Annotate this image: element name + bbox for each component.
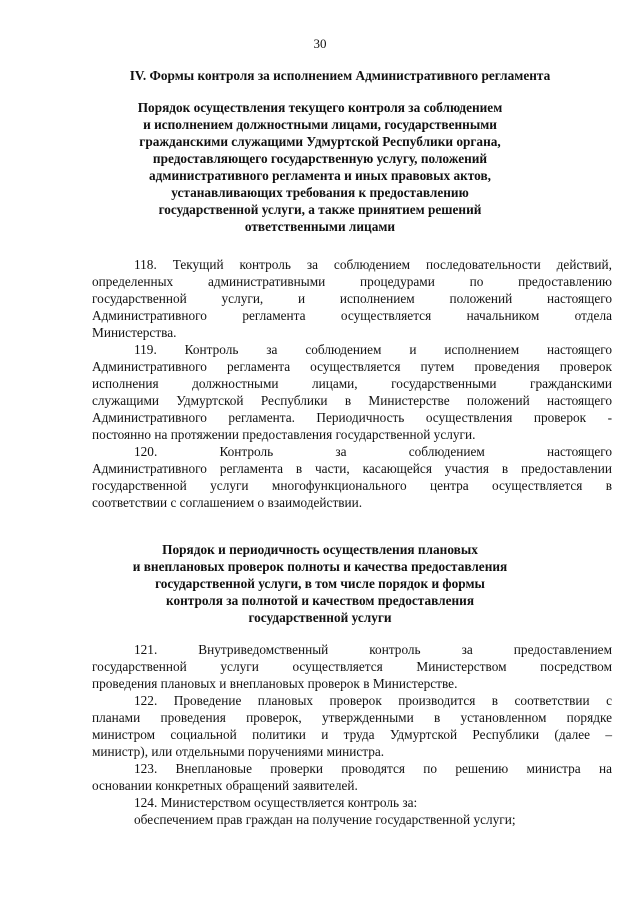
paragraph-119: 119. Контроль за соблюдением и исполнением настоящего <box>134 342 612 357</box>
paragraph-118: 118. Текущий контроль за соблюдением последовательности действий, <box>134 257 612 272</box>
text-line: Административного регламента. Периодичность осуществления проверок - <box>92 410 612 425</box>
subheading-line: государственной услуги, в том числе порядок и формы <box>155 576 485 591</box>
text-line: проведения плановых и внеплановых проверок в Министерстве. <box>92 676 458 691</box>
text-line: обеспечением прав граждан на получение государственной услуги; <box>134 812 516 827</box>
text-line: Административного регламента осуществляется начальником отдела <box>92 308 612 323</box>
paragraph-122: 122. Проведение плановых проверок производится в соответствии с <box>134 693 612 708</box>
paragraph-120: 120. Контроль за соблюдением настоящего <box>134 444 612 459</box>
subheading-line: и внеплановых проверок полноты и качества предоставления <box>132 559 508 574</box>
text-line: Административного регламента осуществляется путем проведения проверок <box>92 359 612 374</box>
paragraph-123: 123. Внеплановые проверки проводятся по решению министра на <box>134 761 612 776</box>
subheading-line: гражданскими служащими Удмуртской Республики органа, <box>139 134 501 149</box>
text-line: министр), или отдельными поручениями министра. <box>92 744 385 759</box>
subheading-line: Порядок осуществления текущего контроля за соблюдением <box>137 100 503 115</box>
subheading-line: ответственными лицами <box>244 219 396 234</box>
text-line: соответствии с соглашением о взаимодействии. <box>92 495 363 510</box>
text-line: Министерства. <box>92 325 177 340</box>
text-line: определенных административными процедурами по предоставлению <box>92 274 612 289</box>
text-line: служащими Удмуртской Республики в Министерстве положений настоящего <box>92 393 612 408</box>
subheading-line: Порядок и периодичность осуществления плановых <box>162 542 478 557</box>
text-line: постоянно на протяжении предоставления государственной услуги. <box>92 427 476 442</box>
paragraph-124: 124. Министерством осуществляется контроль за: <box>134 795 418 810</box>
subheading-line: административного регламента и иных правовых актов, <box>149 168 491 183</box>
text-line: государственной услуги многофункционального центра осуществляется в <box>92 478 612 493</box>
clauses-121-124 <box>92 641 612 828</box>
subheading-current-control <box>80 99 560 235</box>
subheading-line: контроля за полнотой и качеством предоставления <box>165 593 475 608</box>
text-line: исполнения должностными лицами, государственными гражданскими <box>92 376 612 391</box>
text-line: государственной услуги осуществляется Министерством посредством <box>92 659 612 674</box>
text-line: планами проведения проверок, утвержденными в установленном порядке <box>92 710 612 725</box>
text-line: министром социальной политики и труда Удмуртской Республики (далее – <box>92 727 612 742</box>
paragraph-121: 121. Внутриведомственный контроль за предоставлением <box>134 642 612 657</box>
page-number: 30 <box>313 36 327 51</box>
subheading-line: государственной услуги <box>248 610 392 625</box>
section-title: IV. Формы контроля за исполнением Административного регламента <box>129 68 551 83</box>
subheading-line: и исполнением должностными лицами, государственными <box>143 117 497 132</box>
subheading-inspections <box>80 541 560 626</box>
text-line: основании конкретных обращений заявителей. <box>92 778 358 793</box>
subheading-line: предоставляющего государственную услугу, положений <box>152 151 488 166</box>
text-line: Административного регламента в части, касающейся участия в предоставлении <box>92 461 612 476</box>
subheading-line: государственной услуги, а также принятием решений <box>158 202 482 217</box>
text-line: государственной услуги, и исполнением положений настоящего <box>92 291 612 306</box>
clauses-118-120 <box>92 256 612 511</box>
subheading-line: устанавливающих требования к предоставлению <box>171 185 469 200</box>
